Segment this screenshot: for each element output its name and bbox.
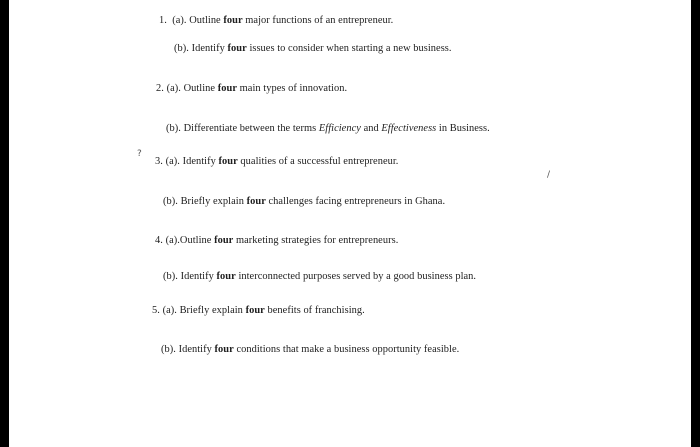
question-1a: 1. (a). Outline four major functions of an entrepreneur. — [159, 15, 394, 26]
pen-mark-left: ? — [137, 149, 142, 159]
question-3b: (b). Briefly explain four challenges facing entrepreneurs in Ghana. — [163, 196, 446, 207]
question-2a: 2. (a). Outline four main types of innovation. — [156, 83, 348, 94]
right-dark-border — [691, 0, 700, 447]
question-5a: 5. (a). Briefly explain four benefits of franchising. — [152, 305, 365, 316]
pen-mark-right: / — [547, 170, 551, 180]
question-4b: (b). Identify four interconnected purposes served by a good business plan. — [163, 271, 477, 282]
document-page — [9, 0, 691, 447]
question-2b: (b). Differentiate between the terms Efficiency and Effectiveness in Business. — [166, 123, 490, 134]
question-4a: 4. (a).Outline four marketing strategies for entrepreneurs. — [155, 235, 399, 246]
left-dark-border — [0, 0, 9, 447]
question-1b: (b). Identify four issues to consider when starting a new business. — [174, 43, 452, 54]
question-5b: (b). Identify four conditions that make a business opportunity feasible. — [161, 344, 460, 355]
question-3a: 3. (a). Identify four qualities of a successful entrepreneur. — [155, 156, 399, 167]
